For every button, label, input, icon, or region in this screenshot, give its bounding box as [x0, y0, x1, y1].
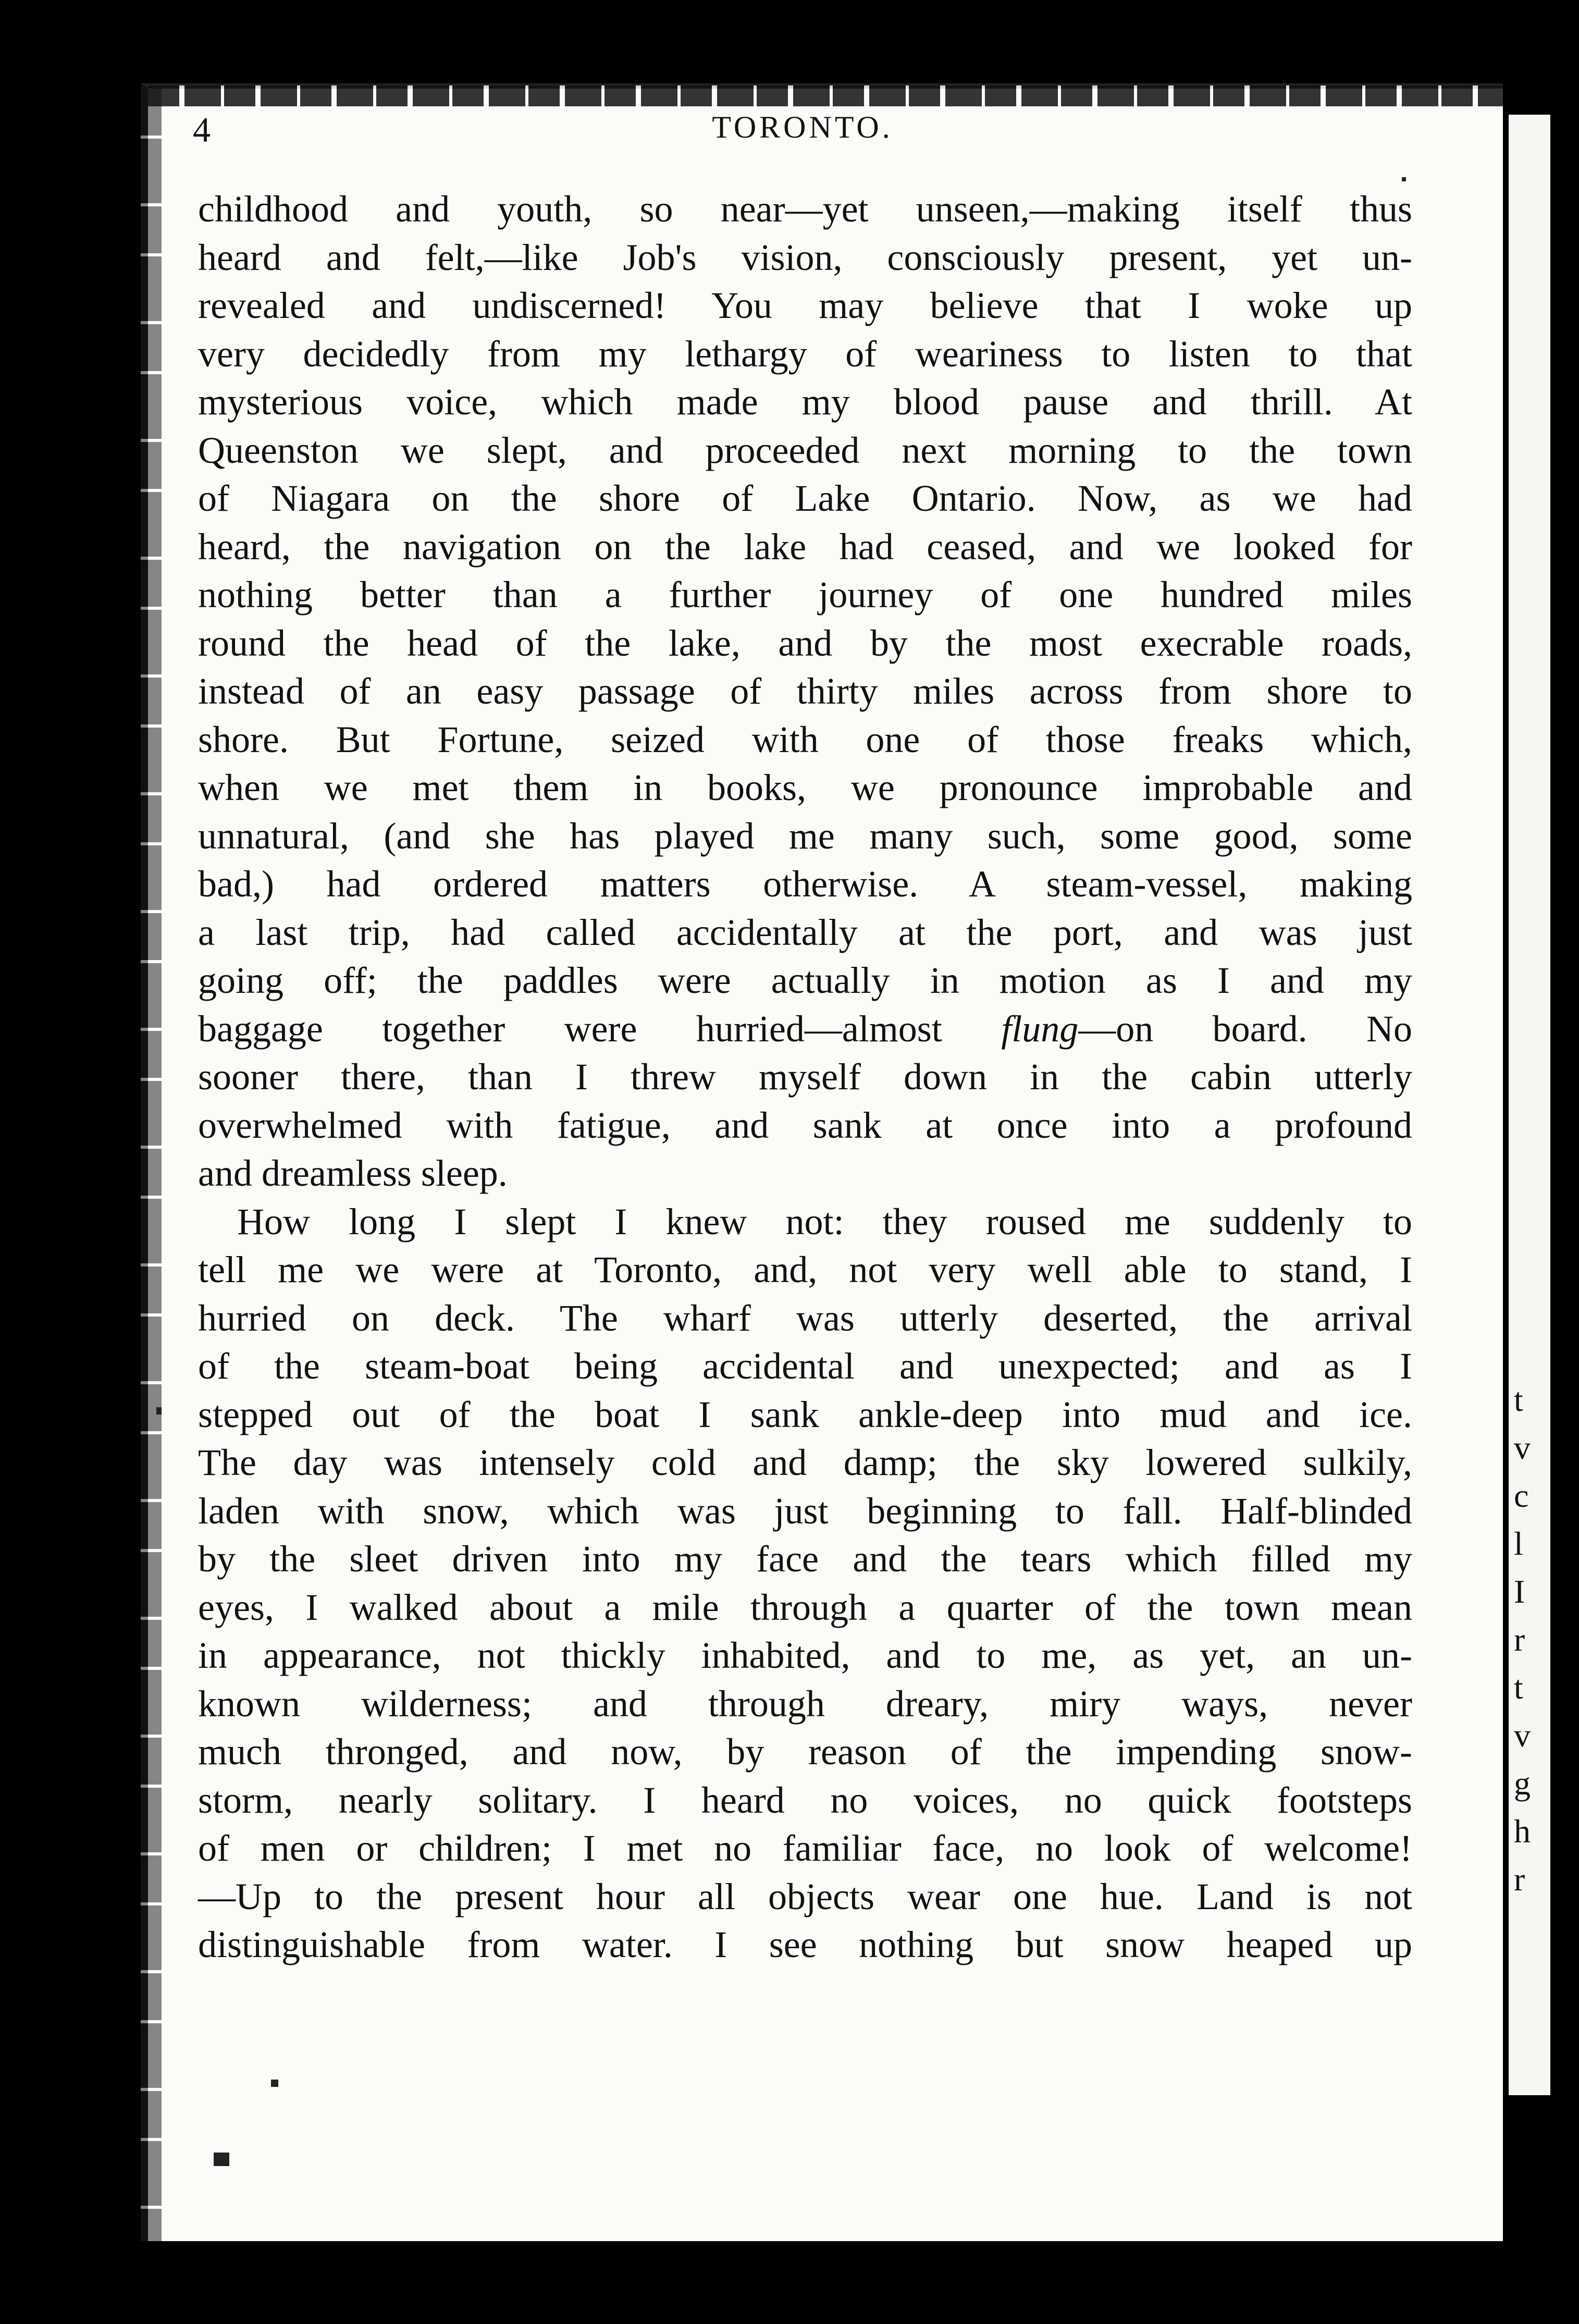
neighbor-fragment: h [1514, 1813, 1531, 1850]
text-line: round the head of the lake, and by the most execrable roads, [198, 622, 1412, 664]
neighbor-fragment: v [1514, 1429, 1531, 1466]
neighbor-fragment: l [1514, 1525, 1523, 1562]
text-line: eyes, I walked about a mile through a quarter of the town mean [198, 1586, 1412, 1628]
running-title: TORONTO. [712, 110, 893, 144]
text-line: and dreamless sleep. [198, 1152, 508, 1194]
speck [271, 2080, 278, 2087]
page-number: 4 [193, 110, 211, 150]
text-line: of Niagara on the shore of Lake Ontario. Now, as we had [198, 477, 1412, 519]
page-binding-edge [141, 89, 162, 2241]
text-line: distinguishable from water. I see nothing but snow heaped up [198, 1924, 1412, 1965]
speck [1402, 177, 1406, 181]
text-line: heard and felt,—like Job's vision, consciously present, yet un- [198, 236, 1412, 278]
text-line: —Up to the present hour all objects wear one hue. Land is not [198, 1875, 1412, 1917]
neighbor-fragment: v [1514, 1717, 1531, 1754]
text-line: baggage together were hurried—almost flung—on board. No [198, 1007, 1412, 1050]
neighbor-fragment: r [1514, 1861, 1525, 1898]
text-line: a last trip, had called accidentally at the port, and was just [198, 911, 1412, 953]
text-line: storm, nearly solitary. I heard no voices, no quick footsteps [198, 1779, 1412, 1821]
neighbor-fragment: r [1514, 1621, 1525, 1658]
text-line: mysterious voice, which made my blood pause and thrill. At [198, 381, 1412, 423]
neighbor-fragment: g [1514, 1765, 1531, 1802]
text-line: stepped out of the boat I sank ankle-deep into mud and ice. [198, 1393, 1412, 1435]
text-line: very decidedly from my lethargy of weariness to listen to that [198, 333, 1412, 375]
page-top-edge [148, 85, 1503, 106]
body-text [198, 185, 1412, 1969]
text-line: heard, the navigation on the lake had ceased, and we looked for [198, 525, 1412, 568]
speck [156, 1407, 162, 1415]
text-line: Queenston we slept, and proceeded next morning to the town [198, 429, 1412, 471]
text-line: bad,) had ordered matters otherwise. A steam-vessel, making [198, 863, 1412, 905]
text-line: tell me we were at Toronto, and, not very well able to stand, I [198, 1249, 1412, 1290]
neighbor-fragment: t [1514, 1669, 1523, 1706]
text-line: of the steam-boat being accidental and unexpected; and as I [198, 1345, 1412, 1387]
text-line: How long I slept I knew not: they roused me suddenly to [237, 1200, 1412, 1243]
text-line: in appearance, not thickly inhabited, and to me, as yet, an un- [198, 1634, 1412, 1676]
text-line: unnatural, (and she has played me many such, some good, some [198, 815, 1412, 857]
text-line: overwhelmed with fatigue, and sank at once into a profound [198, 1104, 1412, 1146]
text-line: going off; the paddles were actually in motion as I and my [198, 960, 1412, 1001]
neighbor-page-fragments [1514, 1376, 1545, 1903]
neighbor-fragment: t [1514, 1381, 1523, 1418]
text-line: sooner there, than I threw myself down in the cabin utterly [198, 1056, 1412, 1098]
neighbor-fragment: c [1514, 1477, 1529, 1514]
text-line: nothing better than a further journey of one hundred miles [198, 574, 1412, 616]
text-line: by the sleet driven into my face and the tears which filled my [198, 1538, 1412, 1580]
text-line: hurried on deck. The wharf was utterly deserted, the arrival [198, 1297, 1412, 1339]
text-line: The day was intensely cold and damp; the sky lowered sulkily, [198, 1442, 1412, 1483]
page-header [193, 109, 1412, 167]
neighbor-fragment: I [1514, 1573, 1525, 1610]
text-line: shore. But Fortune, seized with one of those freaks which, [198, 718, 1412, 760]
text-line: when we met them in books, we pronounce improbable and [198, 767, 1412, 808]
text-line: revealed and undiscerned! You may believe that I woke up [198, 285, 1412, 326]
text-line: known wilderness; and through dreary, miry ways, never [198, 1682, 1412, 1725]
text-line: of men or children; I met no familiar face, no look of welcome! [198, 1827, 1412, 1869]
text-line: much thronged, and now, by reason of the impending snow- [198, 1731, 1412, 1773]
text-line: instead of an easy passage of thirty miles across from shore to [198, 670, 1412, 712]
text-line: laden with snow, which was just beginning to fall. Half-blinded [198, 1490, 1412, 1532]
ink-blot [214, 2153, 229, 2166]
emphasis: flung [1001, 1007, 1079, 1050]
text-line: childhood and youth, so near—yet unseen,—making itself thus [198, 188, 1412, 230]
